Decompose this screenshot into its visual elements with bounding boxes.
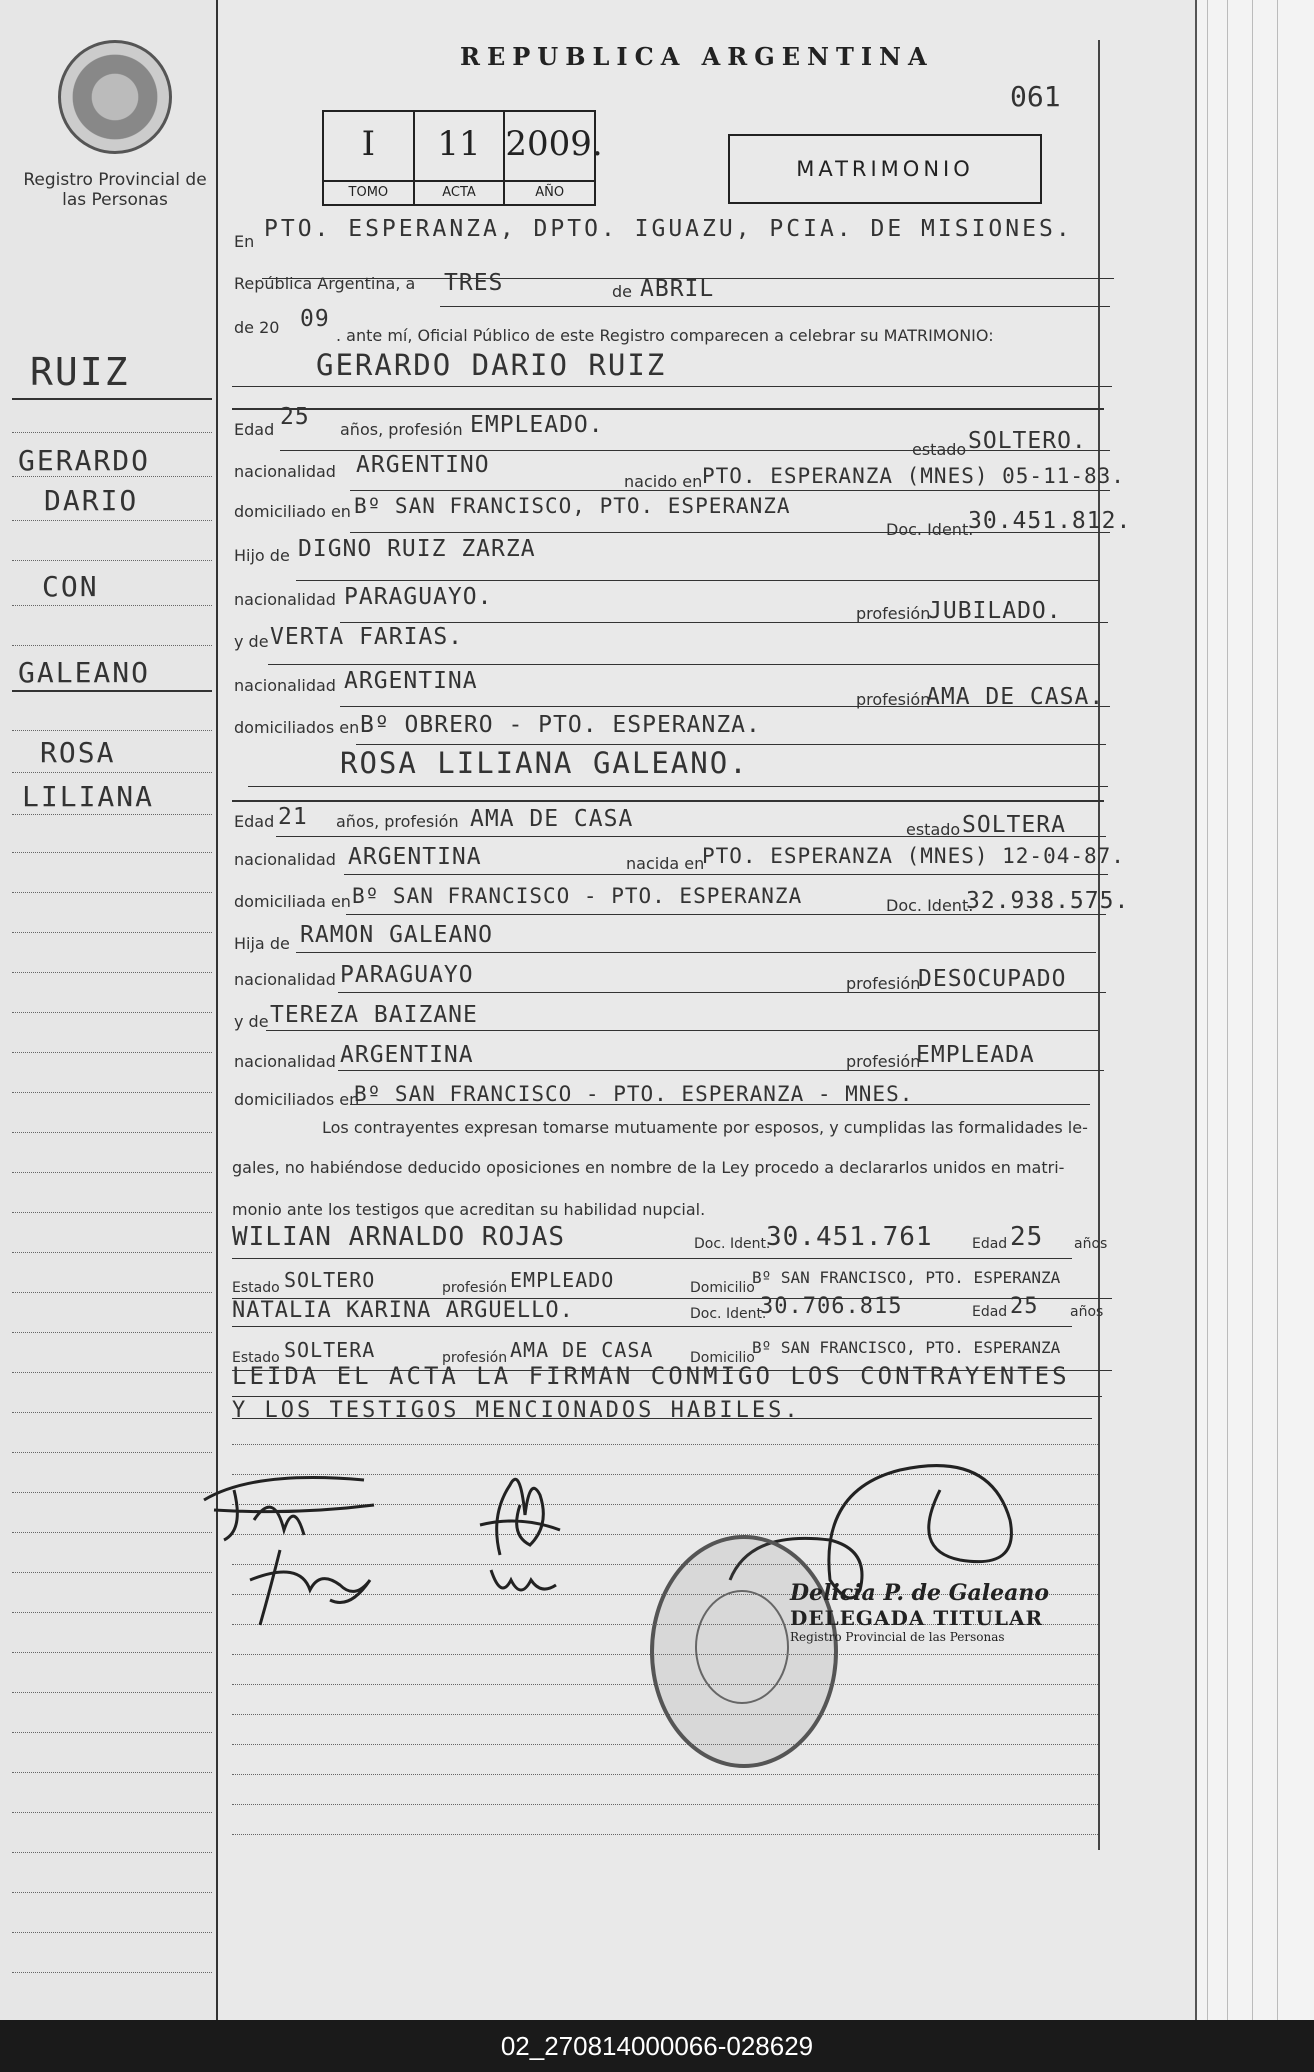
witness-2-dom-label: Domicilio <box>690 1350 755 1366</box>
official-block <box>790 1580 1049 1644</box>
groom-madre: VERTA FARIAS. <box>270 624 464 650</box>
groom-madre-prof-label: profesión <box>856 690 931 709</box>
groom-madre-prof: AMA DE CASA. <box>926 684 1105 710</box>
country-title: REPUBLICA ARGENTINA <box>460 42 934 71</box>
page-edge <box>1195 0 1314 2020</box>
declaration-line-2: gales, no habiéndose deducido oposiciones en nombre de la Ley procedo a declararlos unidos en matri- <box>232 1158 1065 1177</box>
document-id-footer: 02_270814000066-028629 <box>0 2020 1314 2072</box>
bride-nacionalidad: ARGENTINA <box>348 844 482 870</box>
witness-1-prof-label: profesión <box>442 1280 508 1296</box>
bride-estado: SOLTERA <box>962 812 1066 838</box>
witness-2-domicilio: Bº SAN FRANCISCO, PTO. ESPERANZA <box>752 1338 1061 1357</box>
groom-edad-label: Edad <box>234 420 275 439</box>
witness-2-edad-label: Edad <box>972 1304 1008 1320</box>
witness-1-estado-label: Estado <box>232 1280 280 1296</box>
groom-doms-label: domiciliados en <box>234 718 360 737</box>
bride-edad: 21 <box>278 804 308 830</box>
margin-given-2b: LILIANA <box>22 780 155 813</box>
groom-padre: DIGNO RUIZ ZARZA <box>298 536 536 562</box>
groom-doc: 30.451.812. <box>968 508 1132 534</box>
signature-bride-icon <box>470 1455 570 1565</box>
bride-dom-label: domiciliada en <box>234 892 351 911</box>
margin-con: CON <box>42 570 99 603</box>
stamp-inner-seal-icon <box>695 1590 789 1704</box>
bride-padre-nac-label: nacionalidad <box>234 970 336 989</box>
folio-number: 061 <box>1010 80 1061 113</box>
bride-name: ROSA LILIANA GALEANO. <box>340 746 749 780</box>
witness-1-edad-label: Edad <box>972 1236 1008 1252</box>
bride-madre-prof: EMPLEADA <box>916 1042 1035 1068</box>
bride-padres-dom: Bº SAN FRANCISCO - PTO. ESPERANZA - MNES. <box>354 1082 914 1106</box>
bride-edad-label: Edad <box>234 812 275 831</box>
en-label: En <box>234 232 255 251</box>
groom-profesion: EMPLEADO. <box>470 412 604 438</box>
bride-doms-label: domiciliados en <box>234 1090 360 1109</box>
main-right-rule <box>1098 40 1100 1850</box>
groom-estado: SOLTERO. <box>968 428 1087 454</box>
margin-given-1a: GERARDO <box>18 444 151 477</box>
declaration-line-1: Los contrayentes expresan tomarse mutuamente por esposos, y cumplidas las formalidades le- <box>322 1118 1088 1137</box>
groom-padres-dom: Bº OBRERO - PTO. ESPERANZA. <box>360 712 761 738</box>
day-value: TRES <box>444 270 504 296</box>
groom-padre-prof-label: profesión <box>856 604 931 623</box>
witness-1-doc: 30.451.761 <box>766 1222 933 1252</box>
bride-anos-label: años, profesión <box>336 812 459 831</box>
margin-given-2a: ROSA <box>40 736 116 769</box>
tomo-label: TOMO <box>324 180 413 204</box>
groom-nacido: PTO. ESPERANZA (MNES) 05-11-83. <box>702 464 1125 488</box>
groom-edad: 25 <box>280 404 310 430</box>
groom-padre-nac: PARAGUAYO. <box>344 584 493 610</box>
de-label: de <box>612 282 632 301</box>
witness-2-profesion: AMA DE CASA <box>510 1338 654 1362</box>
witness-1-domicilio: Bº SAN FRANCISCO, PTO. ESPERANZA <box>752 1268 1061 1287</box>
groom-name: GERARDO DARIO RUIZ <box>316 348 667 382</box>
witness-2-doc: 30.706.815 <box>760 1294 903 1319</box>
witness-1-name: WILIAN ARNALDO ROJAS <box>232 1222 566 1252</box>
witness-2-estado: SOLTERA <box>284 1338 376 1362</box>
bride-hija-label: Hija de <box>234 934 290 953</box>
intro-text: . ante mí, Oficial Público de este Registro comparecen a celebrar su MATRIMONIO: <box>336 326 994 345</box>
bride-padre: RAMON GALEANO <box>300 922 494 948</box>
groom-madre-nac-label: nacionalidad <box>234 676 336 695</box>
groom-yde-label: y de <box>234 632 269 651</box>
signature-groom-icon <box>194 1460 394 1550</box>
bride-yde-label: y de <box>234 1012 269 1031</box>
groom-domicilio: Bº SAN FRANCISCO, PTO. ESPERANZA <box>354 494 791 518</box>
groom-nacionalidad: ARGENTINO <box>356 452 490 478</box>
bride-doc: 32.938.575. <box>966 888 1130 914</box>
witness-2-estado-label: Estado <box>232 1350 280 1366</box>
groom-padre-nac-label: nacionalidad <box>234 590 336 609</box>
registry-label: Registro Provincial de las Personas <box>23 170 207 210</box>
bride-madre: TEREZA BAIZANE <box>270 1002 478 1028</box>
republica-label: República Argentina, a <box>234 274 416 293</box>
bride-doc-label: Doc. Ident. <box>886 896 974 915</box>
official-registry: Registro Provincial de las Personas <box>790 1630 1005 1644</box>
witness-2-edad: 25 <box>1010 1294 1039 1319</box>
witness-1-edad: 25 <box>1010 1222 1044 1252</box>
witness-1-anos-label: años <box>1074 1236 1108 1252</box>
de-year-label: de 20 <box>234 318 280 337</box>
margin-given-1b: DARIO <box>44 484 139 517</box>
witness-1-estado: SOLTERO <box>284 1268 376 1292</box>
official-name: Delicia P. de Galeano <box>790 1580 1050 1606</box>
groom-anos-label: años, profesión <box>340 420 463 439</box>
margin-column <box>0 0 218 2020</box>
bride-nacida-label: nacida en <box>626 854 705 873</box>
bride-padre-nac: PARAGUAYO <box>340 962 474 988</box>
declaration-line-3: monio ante los testigos que acreditan su habilidad nupcial. <box>232 1200 706 1219</box>
groom-madre-nac: ARGENTINA <box>344 668 478 694</box>
bride-estado-label: estado <box>906 820 961 839</box>
witness-1-doc-label: Doc. Ident. <box>694 1236 771 1252</box>
bride-nac-label: nacionalidad <box>234 850 336 869</box>
witness-2-name: NATALIA KARINA ARGUELLO. <box>232 1298 574 1323</box>
acta-label: ACTA <box>415 180 504 204</box>
place-value: PTO. ESPERANZA, DPTO. IGUAZU, PCIA. DE MISIONES. <box>264 216 1073 242</box>
bride-madre-nac-label: nacionalidad <box>234 1052 336 1071</box>
witness-1-dom-label: Domicilio <box>690 1280 755 1296</box>
bride-padre-prof: DESOCUPADO <box>918 966 1067 992</box>
bride-domicilio: Bº SAN FRANCISCO - PTO. ESPERANZA <box>352 884 803 908</box>
signature-witness-2-icon <box>486 1560 566 1610</box>
groom-padre-prof: JUBILADO. <box>928 598 1062 624</box>
official-title: DELEGADA TITULAR <box>790 1606 1044 1630</box>
groom-hijo-label: Hijo de <box>234 546 290 565</box>
closing-line-2: Y LOS TESTIGOS MENCIONADOS HABILES. <box>232 1398 801 1423</box>
groom-dom-label: domiciliado en <box>234 502 351 521</box>
bride-padre-prof-label: profesión <box>846 974 921 993</box>
groom-estado-label: estado <box>912 440 967 459</box>
margin-surname-1: RUIZ <box>30 350 130 394</box>
book-reference-boxes <box>322 110 603 206</box>
bride-profesion: AMA DE CASA <box>470 806 634 832</box>
groom-doc-label: Doc. Ident. <box>886 520 974 539</box>
groom-nac-label: nacionalidad <box>234 462 336 481</box>
acta-value: 11 <box>437 124 481 164</box>
margin-surname-2: GALEANO <box>18 656 151 689</box>
groom-nacido-label: nacido en <box>624 472 703 491</box>
month-value: ABRIL <box>640 276 715 302</box>
tomo-value: I <box>361 124 376 164</box>
witness-2-prof-label: profesión <box>442 1350 508 1366</box>
ano-label: AÑO <box>505 180 594 204</box>
closing-line-1: LEIDA EL ACTA LA FIRMAN CONMIGO LOS CONTRAYENTES <box>232 1362 1070 1390</box>
witness-2-doc-label: Doc. Ident. <box>690 1306 767 1322</box>
bride-madre-nac: ARGENTINA <box>340 1042 474 1068</box>
bride-madre-prof-label: profesión <box>846 1052 921 1071</box>
year-value: 09 <box>300 306 330 332</box>
provincial-seal-icon <box>58 40 172 154</box>
witness-2-anos-label: años <box>1070 1304 1104 1320</box>
bride-nacida: PTO. ESPERANZA (MNES) 12-04-87. <box>702 844 1125 868</box>
witness-1-profesion: EMPLEADO <box>510 1268 615 1292</box>
signature-witness-1-icon <box>240 1540 380 1630</box>
ano-value: 2009. <box>505 124 603 164</box>
act-type-box: MATRIMONIO <box>728 134 1042 204</box>
